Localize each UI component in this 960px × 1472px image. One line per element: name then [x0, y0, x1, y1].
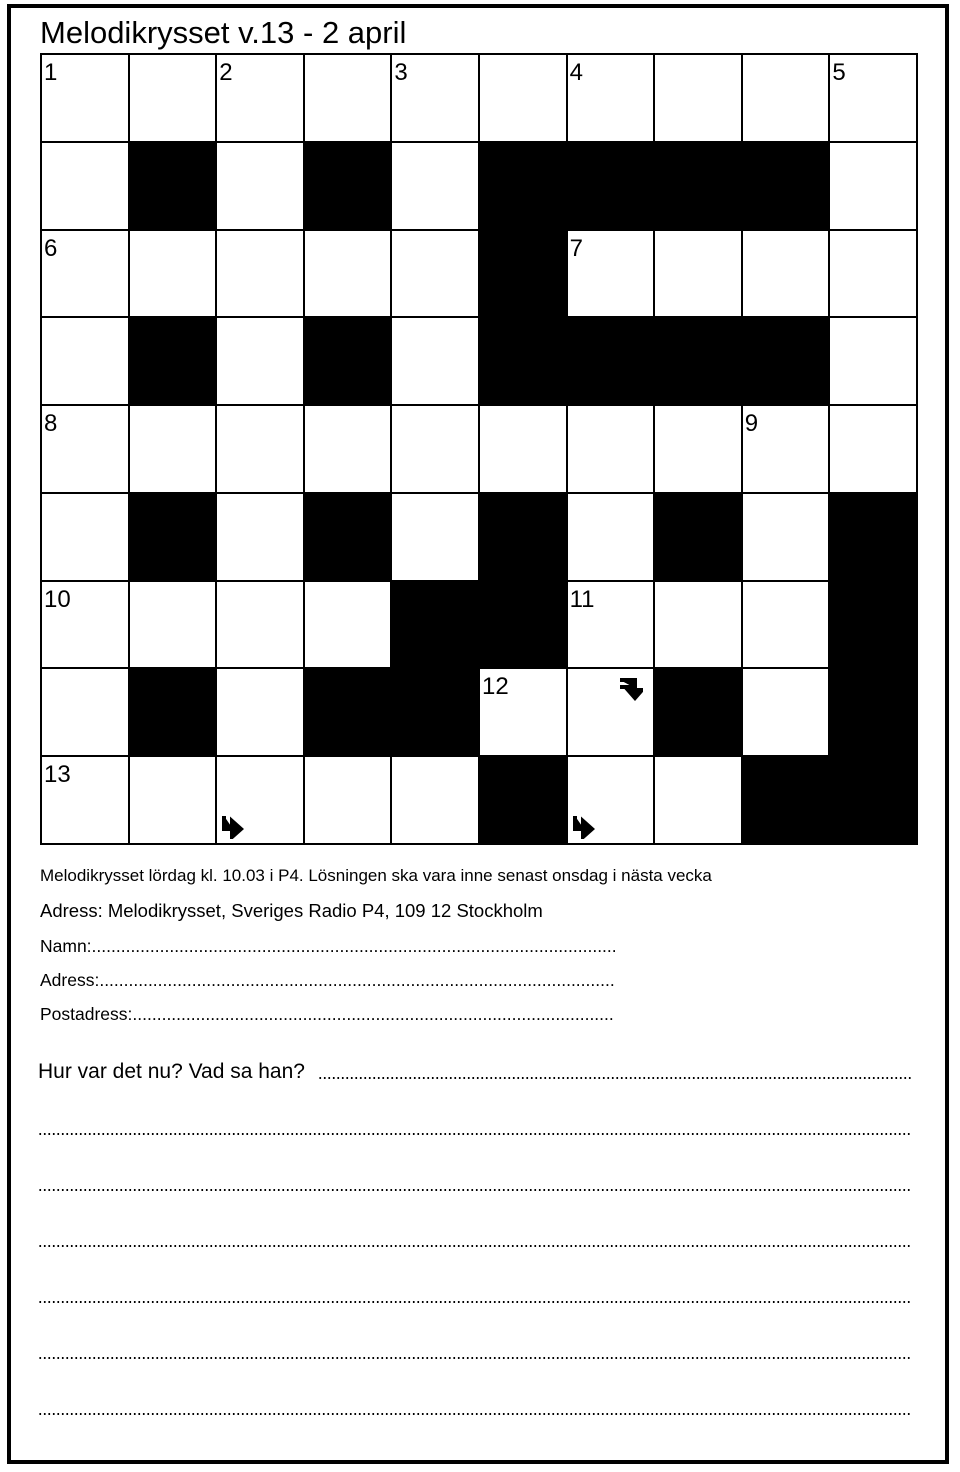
grid-cell[interactable] — [305, 55, 391, 141]
grid-cell[interactable] — [217, 669, 303, 755]
clue-number: 1 — [44, 59, 58, 86]
grid-cell[interactable] — [655, 231, 741, 317]
grid-cell[interactable] — [480, 55, 566, 141]
grid-cell[interactable] — [655, 757, 741, 843]
clue-number: 10 — [44, 585, 71, 613]
grid-block — [830, 669, 916, 755]
grid-block — [480, 231, 566, 317]
grid-cell[interactable] — [305, 406, 391, 492]
grid-block — [480, 318, 566, 404]
clue-number: 8 — [44, 410, 58, 438]
grid-cell[interactable] — [217, 494, 303, 580]
answer-line[interactable] — [38, 1245, 912, 1247]
grid-cell[interactable] — [568, 406, 654, 492]
grid-block — [480, 494, 566, 580]
arrow-right-icon — [220, 815, 244, 839]
name-field[interactable]: Namn:............................................................................................................ — [40, 936, 617, 956]
grid-cell[interactable] — [830, 231, 916, 317]
grid-block — [655, 494, 741, 580]
grid-cell[interactable] — [217, 757, 303, 843]
grid-cell[interactable] — [217, 55, 303, 141]
grid-cell[interactable] — [743, 406, 829, 492]
grid-cell[interactable] — [42, 757, 128, 843]
grid-block — [130, 318, 216, 404]
grid-block — [305, 494, 391, 580]
grid-cell[interactable] — [392, 231, 478, 317]
grid-block — [130, 143, 216, 229]
grid-block — [830, 757, 916, 843]
grid-cell[interactable] — [480, 406, 566, 492]
grid-block — [655, 143, 741, 229]
grid-block — [305, 318, 391, 404]
grid-block — [743, 143, 829, 229]
grid-cell[interactable] — [743, 582, 829, 668]
grid-cell[interactable] — [217, 143, 303, 229]
grid-cell[interactable] — [42, 406, 128, 492]
clue-number: 13 — [44, 761, 71, 789]
grid-cell[interactable] — [568, 582, 654, 668]
grid-cell[interactable] — [217, 406, 303, 492]
grid-block — [655, 669, 741, 755]
grid-cell[interactable] — [217, 318, 303, 404]
grid-block — [743, 757, 829, 843]
grid-block — [130, 669, 216, 755]
broadcast-info: Melodikrysset lördag kl. 10.03 i P4. Lösningen ska vara inne senast onsdag i nästa vecka — [40, 866, 712, 885]
grid-cell[interactable] — [42, 55, 128, 141]
grid-cell[interactable] — [130, 757, 216, 843]
clue-number: 5 — [832, 59, 846, 86]
clue-number: 4 — [569, 59, 583, 86]
grid-cell[interactable] — [130, 231, 216, 317]
grid-cell[interactable] — [568, 669, 654, 755]
clue-number: 2 — [219, 59, 233, 86]
grid-cell[interactable] — [42, 582, 128, 668]
arrow-down-icon — [619, 677, 643, 701]
grid-cell[interactable] — [305, 757, 391, 843]
grid-block — [743, 318, 829, 404]
grid-block — [305, 143, 391, 229]
grid-cell[interactable] — [568, 757, 654, 843]
grid-cell[interactable] — [830, 143, 916, 229]
grid-cell[interactable] — [305, 582, 391, 668]
grid-block — [305, 669, 391, 755]
grid-cell[interactable] — [130, 55, 216, 141]
grid-cell[interactable] — [568, 231, 654, 317]
grid-cell[interactable] — [42, 669, 128, 755]
arrow-right-icon — [571, 815, 595, 839]
postal-address-field[interactable]: Postadress:................................................................................................... — [40, 1004, 614, 1024]
clue-number: 7 — [569, 234, 583, 262]
grid-cell[interactable] — [830, 318, 916, 404]
grid-block — [568, 318, 654, 404]
grid-cell[interactable] — [568, 494, 654, 580]
grid-cell[interactable] — [42, 231, 128, 317]
grid-block — [130, 494, 216, 580]
grid-cell[interactable] — [42, 143, 128, 229]
grid-cell[interactable] — [130, 582, 216, 668]
answer-line[interactable] — [38, 1413, 912, 1415]
grid-cell[interactable] — [830, 55, 916, 141]
grid-cell[interactable] — [305, 231, 391, 317]
answer-line[interactable] — [38, 1301, 912, 1303]
grid-block — [392, 582, 478, 668]
grid-cell[interactable] — [743, 669, 829, 755]
clue-number: 11 — [569, 585, 595, 613]
grid-block — [568, 143, 654, 229]
answer-line[interactable] — [38, 1189, 912, 1191]
clue-number: 12 — [481, 673, 509, 701]
answer-line[interactable] — [318, 1077, 912, 1079]
grid-cell[interactable] — [830, 406, 916, 492]
grid-block — [480, 143, 566, 229]
grid-block — [830, 494, 916, 580]
grid-cell[interactable] — [655, 55, 741, 141]
grid-cell[interactable] — [392, 757, 478, 843]
clue-number: 9 — [744, 410, 759, 438]
grid-block — [480, 582, 566, 668]
grid-cell[interactable] — [480, 669, 566, 755]
grid-cell[interactable] — [743, 55, 829, 141]
grid-cell[interactable] — [217, 231, 303, 317]
address-field[interactable]: Adress:.......................................................................................................... — [40, 970, 615, 990]
grid-cell[interactable] — [392, 55, 478, 141]
answer-line[interactable] — [38, 1357, 912, 1359]
grid-cell[interactable] — [655, 582, 741, 668]
grid-block — [392, 669, 478, 755]
grid-block — [655, 318, 741, 404]
page-title: Melodikrysset v.13 - 2 april — [40, 15, 407, 50]
grid-cell[interactable] — [392, 143, 478, 229]
grid-cell[interactable] — [130, 406, 216, 492]
grid-cell[interactable] — [392, 406, 478, 492]
clue-number: 3 — [394, 59, 408, 86]
question-prompt: Hur var det nu? Vad sa han? — [38, 1060, 305, 1083]
grid-cell[interactable] — [217, 582, 303, 668]
grid-block — [830, 582, 916, 668]
grid-block — [480, 757, 566, 843]
grid-cell[interactable] — [568, 55, 654, 141]
grid-cell[interactable] — [42, 494, 128, 580]
answer-line[interactable] — [38, 1133, 912, 1135]
grid-cell[interactable] — [392, 494, 478, 580]
grid-cell[interactable] — [743, 494, 829, 580]
crossword-grid — [40, 53, 918, 845]
grid-cell[interactable] — [392, 318, 478, 404]
grid-cell[interactable] — [42, 318, 128, 404]
mailing-address: Adress: Melodikrysset, Sveriges Radio P4, 109 12 Stockholm — [40, 900, 543, 921]
grid-cell[interactable] — [655, 406, 741, 492]
clue-number: 6 — [44, 234, 58, 262]
grid-cell[interactable] — [743, 231, 829, 317]
